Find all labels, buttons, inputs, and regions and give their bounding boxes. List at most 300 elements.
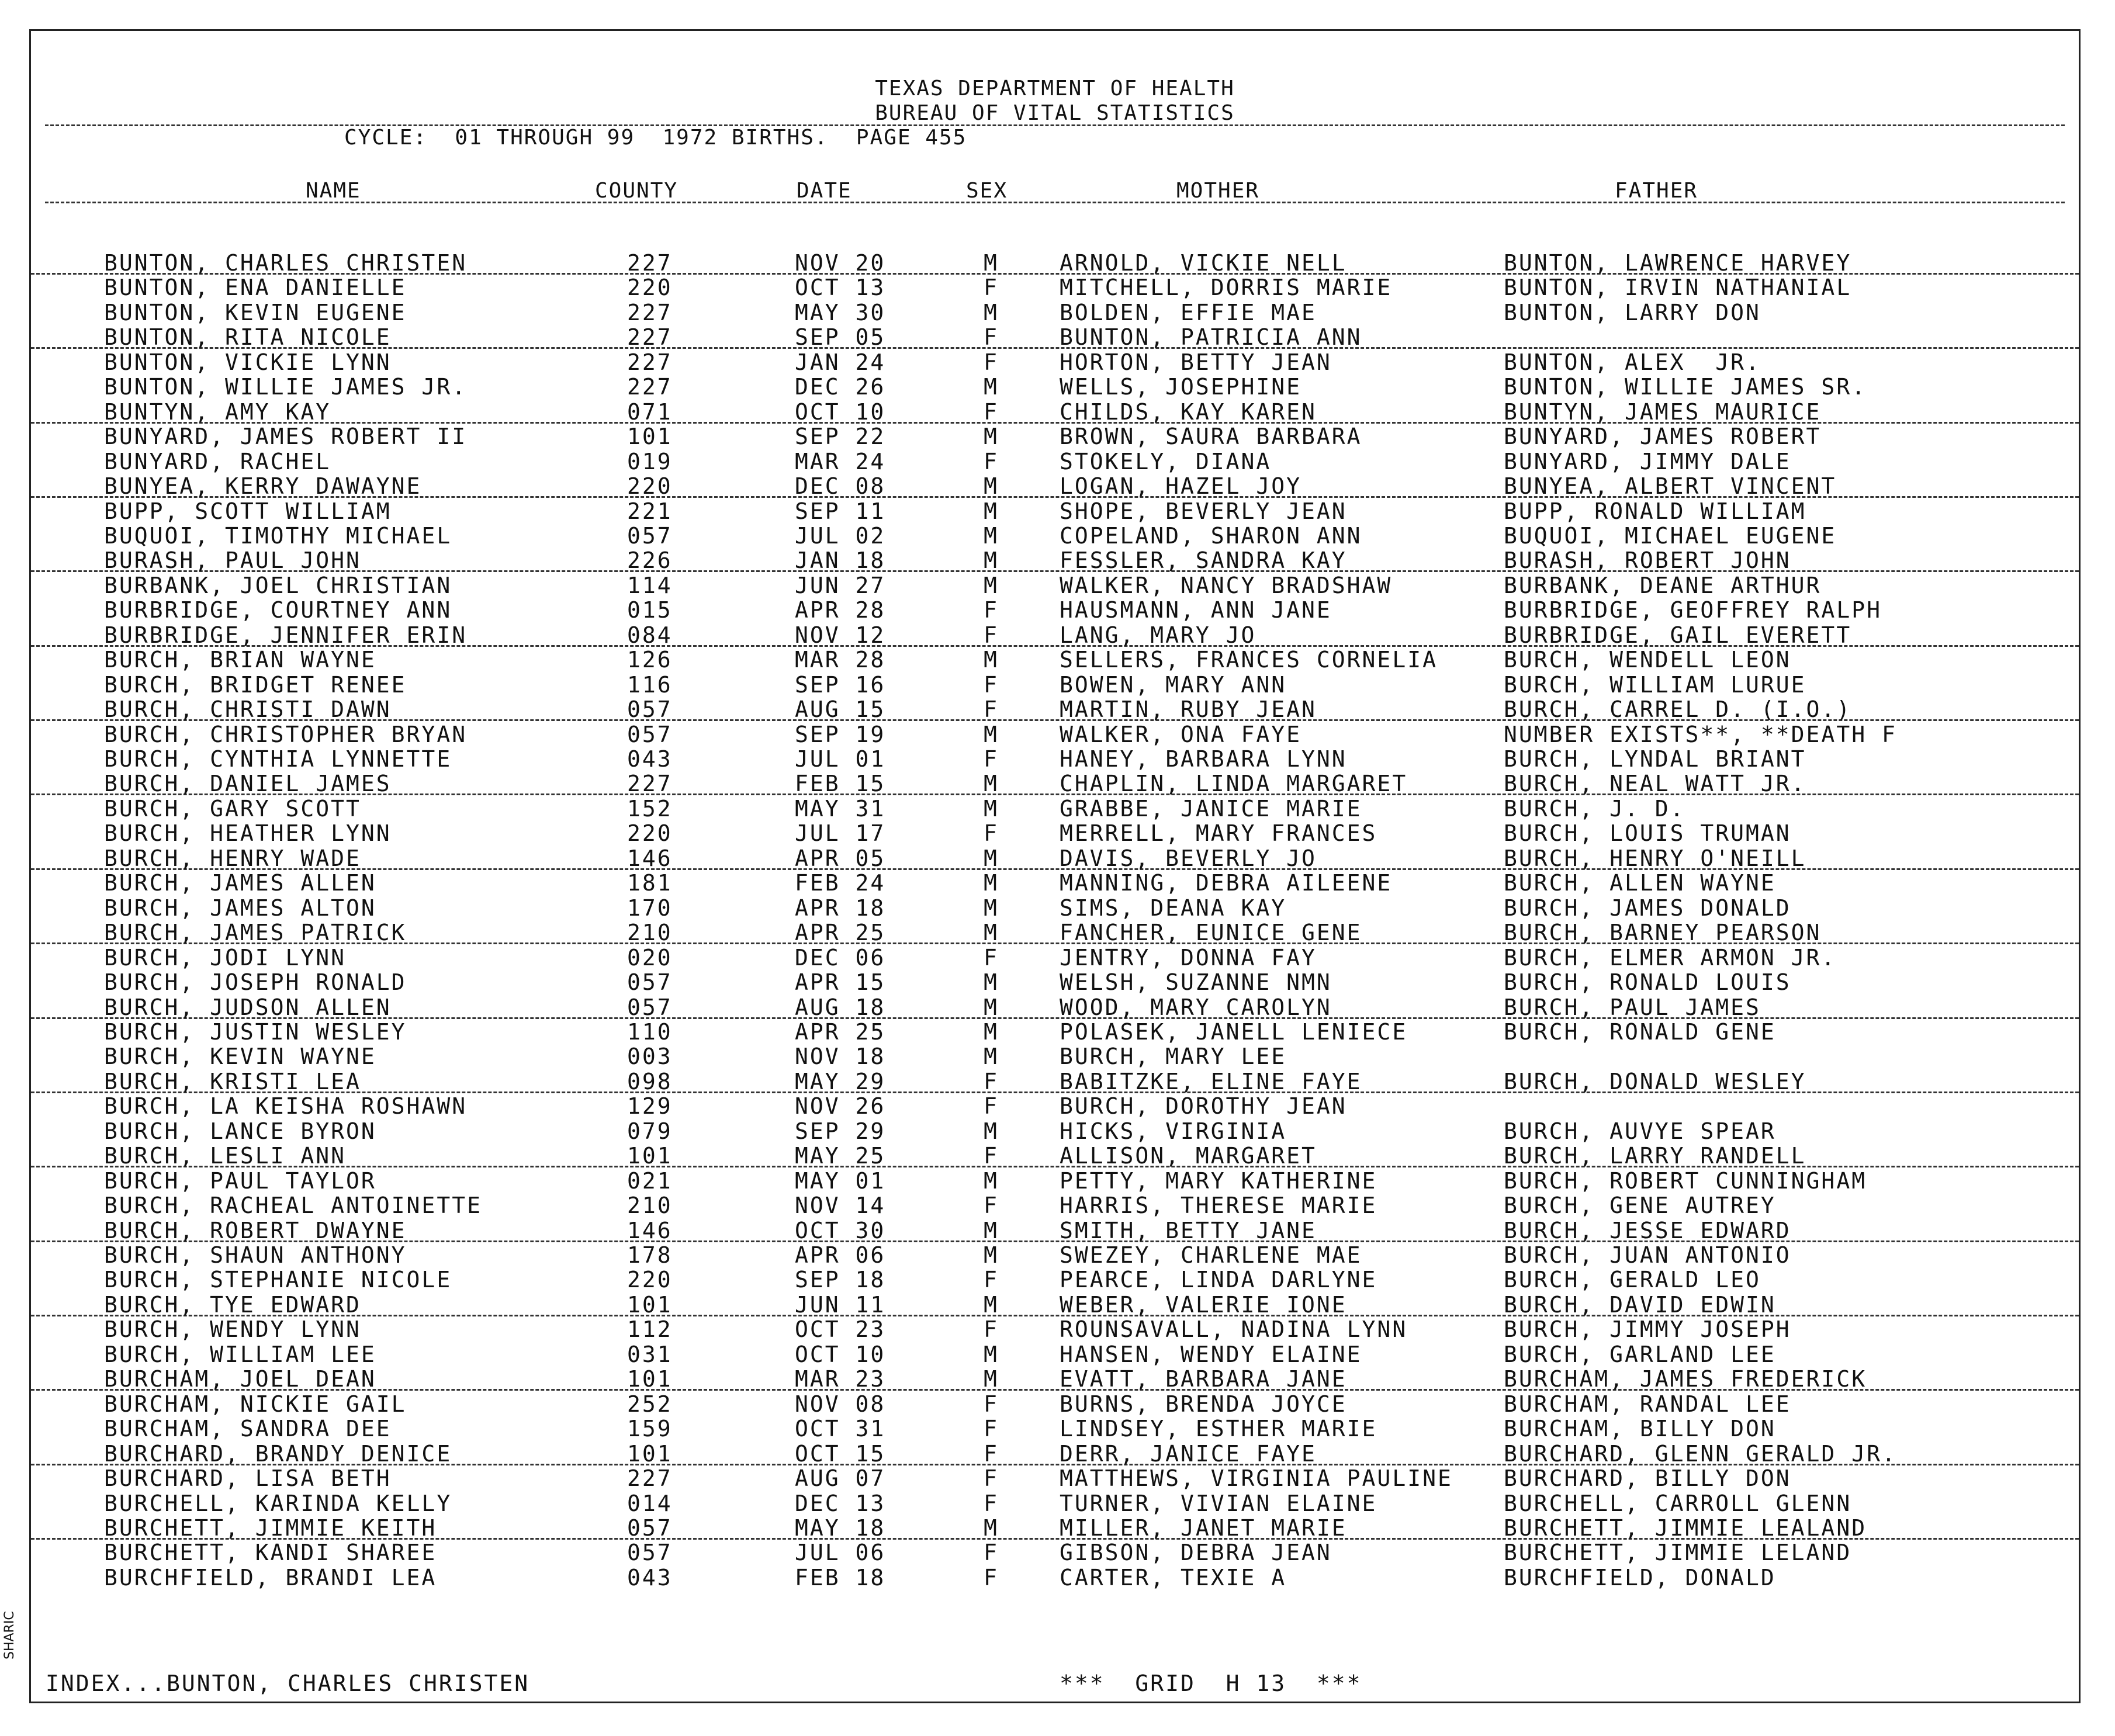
footer-index: INDEX...BUNTON, CHARLES CHRISTEN <box>46 1671 530 1696</box>
table-row <box>31 1193 2079 1217</box>
cell-name: BURCH, GARY SCOTT <box>104 795 361 822</box>
cell-county: 170 <box>627 895 673 921</box>
cell-father: BURCHARD, GLENN GERALD JR. <box>1504 1440 1897 1467</box>
cell-name: BURCHELL, KARINDA KELLY <box>104 1490 452 1516</box>
table-row <box>31 399 2079 424</box>
cell-name: BUNTON, WILLIE JAMES JR. <box>104 374 468 400</box>
cell-county: 146 <box>627 845 673 871</box>
table-row <box>31 424 2079 448</box>
cell-name: BURCH, CHRISTI DAWN <box>104 697 392 723</box>
cell-mother: BUNTON, PATRICIA ANN <box>1060 324 1362 351</box>
cell-date: OCT 13 <box>795 275 886 301</box>
cell-name: BURBANK, JOEL CHRISTIAN <box>104 572 452 598</box>
cell-name: BUQUOI, TIMOTHY MICHAEL <box>104 522 452 549</box>
table-row <box>31 647 2079 671</box>
cell-date: AUG 07 <box>795 1465 886 1492</box>
page-subtitle: BUREAU OF VITAL STATISTICS <box>875 101 1235 125</box>
table-row <box>31 1465 2079 1490</box>
cell-mother: BURCH, DOROTHY JEAN <box>1060 1093 1347 1120</box>
cell-county: 114 <box>627 572 673 598</box>
table-row <box>31 622 2079 647</box>
cell-sex: M <box>984 1341 999 1367</box>
cell-mother: SWEZEY, CHARLENE MAE <box>1060 1242 1362 1268</box>
cell-father: BURCH, LARRY RANDELL <box>1504 1143 1806 1169</box>
cell-county: 110 <box>627 1018 673 1045</box>
cell-father: BURCH, AUVYE SPEAR <box>1504 1118 1776 1144</box>
cell-date: NOV 20 <box>795 250 886 276</box>
cell-mother: STOKELY, DIANA <box>1060 448 1272 474</box>
cycle-line: CYCLE: 01 THROUGH 99 1972 BIRTHS. PAGE 455 <box>344 126 967 150</box>
cell-county: 101 <box>627 424 673 450</box>
table-row <box>31 746 2079 771</box>
footer-grid: *** GRID H 13 *** <box>1060 1671 1362 1696</box>
cell-mother: HARRIS, THERESE MARIE <box>1060 1193 1377 1219</box>
table-row <box>31 697 2079 721</box>
cell-sex: M <box>984 721 999 747</box>
cell-name: BURCH, LA KEISHA ROSHAWN <box>104 1093 468 1120</box>
cell-father: BURCH, DONALD WESLEY <box>1504 1068 1806 1094</box>
column-header-county: COUNTY <box>595 179 679 203</box>
cell-county: 079 <box>627 1118 673 1144</box>
cell-name: BURCH, ROBERT DWAYNE <box>104 1217 407 1243</box>
cell-mother: MARTIN, RUBY JEAN <box>1060 697 1317 723</box>
cell-mother: DAVIS, BEVERLY JO <box>1060 845 1317 871</box>
cell-date: NOV 08 <box>795 1391 886 1417</box>
cell-mother: WALKER, NANCY BRADSHAW <box>1060 572 1393 598</box>
cell-mother: BABITZKE, ELINE FAYE <box>1060 1068 1362 1094</box>
cell-county: 071 <box>627 399 673 425</box>
cell-name: BUNTON, VICKIE LYNN <box>104 349 392 375</box>
cell-mother: WELLS, JOSEPHINE <box>1060 374 1302 400</box>
cell-county: 003 <box>627 1044 673 1070</box>
table-row <box>31 548 2079 572</box>
cell-date: APR 06 <box>795 1242 886 1268</box>
cell-county: 227 <box>627 771 673 797</box>
cell-date: APR 25 <box>795 920 886 946</box>
cell-date: SEP 18 <box>795 1267 886 1293</box>
cell-sex: F <box>984 324 999 351</box>
cell-father: BUNYEA, ALBERT VINCENT <box>1504 473 1837 500</box>
cell-sex: F <box>984 1267 999 1293</box>
table-row <box>31 1366 2079 1391</box>
table-row <box>31 870 2079 895</box>
cell-name: BURCH, JAMES PATRICK <box>104 920 407 946</box>
cell-mother: GIBSON, DEBRA JEAN <box>1060 1540 1332 1566</box>
cell-father: BURCHELL, CARROLL GLENN <box>1504 1490 1852 1516</box>
cell-date: OCT 30 <box>795 1217 886 1243</box>
cell-mother: HAUSMANN, ANN JANE <box>1060 597 1332 623</box>
cell-father: BUPP, RONALD WILLIAM <box>1504 498 1806 524</box>
cell-father: BURCH, ELMER ARMON JR. <box>1504 944 1837 971</box>
cell-county: 227 <box>627 349 673 375</box>
cell-sex: M <box>984 299 999 325</box>
cell-mother: MATTHEWS, VIRGINIA PAULINE <box>1060 1465 1453 1492</box>
cell-father: BUNTYN, JAMES MAURICE <box>1504 399 1822 425</box>
cell-father: BUNTON, LAWRENCE HARVEY <box>1504 250 1852 276</box>
table-row <box>31 1416 2079 1440</box>
cell-sex: F <box>984 622 999 648</box>
cell-mother: ARNOLD, VICKIE NELL <box>1060 250 1347 276</box>
cell-date: OCT 23 <box>795 1316 886 1343</box>
cell-mother: FANCHER, EUNICE GENE <box>1060 920 1362 946</box>
cell-date: FEB 18 <box>795 1564 886 1591</box>
cell-name: BUNTYN, AMY KAY <box>104 399 331 425</box>
cell-sex: M <box>984 498 999 524</box>
cell-date: APR 18 <box>795 895 886 921</box>
cell-sex: M <box>984 1242 999 1268</box>
cell-date: JAN 18 <box>795 548 886 574</box>
cell-county: 020 <box>627 944 673 971</box>
cell-date: OCT 10 <box>795 1341 886 1367</box>
cell-county: 178 <box>627 1242 673 1268</box>
cell-father: BURCHETT, JIMMIE LEALAND <box>1504 1515 1867 1541</box>
cell-sex: F <box>984 399 999 425</box>
cell-name: BURCHAM, SANDRA DEE <box>104 1416 392 1442</box>
cell-date: FEB 24 <box>795 870 886 896</box>
cell-father: BURCH, BARNEY PEARSON <box>1504 920 1822 946</box>
cell-county: 220 <box>627 275 673 301</box>
cell-sex: F <box>984 697 999 723</box>
cell-date: NOV 14 <box>795 1193 886 1219</box>
cell-date: SEP 05 <box>795 324 886 351</box>
cell-name: BURCH, HEATHER LYNN <box>104 820 392 847</box>
cell-name: BURCHARD, BRANDY DENICE <box>104 1440 452 1467</box>
side-tag: SHARIC <box>2 1611 17 1659</box>
cell-date: AUG 18 <box>795 994 886 1020</box>
cell-county: 152 <box>627 795 673 822</box>
column-header-father: FATHER <box>1615 179 1698 203</box>
cell-name: BURCH, JUSTIN WESLEY <box>104 1018 407 1045</box>
cell-father: BURCHFIELD, DONALD <box>1504 1564 1776 1591</box>
cell-mother: PEARCE, LINDA DARLYNE <box>1060 1267 1377 1293</box>
cell-county: 031 <box>627 1341 673 1367</box>
cell-father: BURCH, RONALD LOUIS <box>1504 969 1791 996</box>
cell-father: BUNTON, WILLIE JAMES SR. <box>1504 374 1867 400</box>
cell-mother: MILLER, JANET MARIE <box>1060 1515 1347 1541</box>
cell-father: BURCH, JUAN ANTONIO <box>1504 1242 1791 1268</box>
cell-name: BURCH, WILLIAM LEE <box>104 1341 376 1367</box>
cell-county: 129 <box>627 1093 673 1120</box>
cell-date: NOV 26 <box>795 1093 886 1120</box>
cell-sex: F <box>984 1540 999 1566</box>
cell-date: MAR 23 <box>795 1366 886 1392</box>
cell-name: BUPP, SCOTT WILLIAM <box>104 498 392 524</box>
cell-county: 112 <box>627 1316 673 1343</box>
table-row <box>31 796 2079 820</box>
cell-county: 015 <box>627 597 673 623</box>
cell-father: BURASH, ROBERT JOHN <box>1504 548 1791 574</box>
cell-sex: F <box>984 1465 999 1492</box>
cell-name: BURCH, JOSEPH RONALD <box>104 969 407 996</box>
cell-mother: BURNS, BRENDA JOYCE <box>1060 1391 1347 1417</box>
cell-name: BURCH, DANIEL JAMES <box>104 771 392 797</box>
cell-mother: LOGAN, HAZEL JOY <box>1060 473 1302 500</box>
cell-date: APR 15 <box>795 969 886 996</box>
cell-name: BURCHETT, KANDI SHAREE <box>104 1540 437 1566</box>
cell-county: 227 <box>627 374 673 400</box>
cell-sex: F <box>984 1564 999 1591</box>
cell-mother: MITCHELL, DORRIS MARIE <box>1060 275 1393 301</box>
cell-father: BURCH, GARLAND LEE <box>1504 1341 1776 1367</box>
cell-sex: F <box>984 1391 999 1417</box>
cell-mother: HANSEN, WENDY ELAINE <box>1060 1341 1362 1367</box>
cell-name: BURBRIDGE, COURTNEY ANN <box>104 597 452 623</box>
cell-county: 181 <box>627 870 673 896</box>
cell-name: BURCHFIELD, BRANDI LEA <box>104 1564 437 1591</box>
table-row <box>31 722 2079 746</box>
cell-name: BURCHARD, LISA BETH <box>104 1465 392 1492</box>
cell-mother: CARTER, TEXIE A <box>1060 1564 1287 1591</box>
table-row <box>31 895 2079 920</box>
cell-father: BURBRIDGE, GAIL EVERETT <box>1504 622 1852 648</box>
cell-name: BURCH, CYNTHIA LYNNETTE <box>104 746 452 772</box>
cell-name: BURCHAM, NICKIE GAIL <box>104 1391 407 1417</box>
cell-date: JUL 01 <box>795 746 886 772</box>
cell-date: JAN 24 <box>795 349 886 375</box>
cell-county: 226 <box>627 548 673 574</box>
cell-father: BURBANK, DEANE ARTHUR <box>1504 572 1822 598</box>
cell-date: JUN 27 <box>795 572 886 598</box>
cell-sex: F <box>984 597 999 623</box>
cell-sex: F <box>984 1068 999 1094</box>
cell-name: BURCH, KRISTI LEA <box>104 1068 361 1094</box>
table-row <box>31 597 2079 622</box>
column-header-mother: MOTHER <box>1176 179 1260 203</box>
column-header-sex: SEX <box>966 179 1008 203</box>
cell-date: MAY 25 <box>795 1143 886 1169</box>
cell-date: APR 28 <box>795 597 886 623</box>
cell-name: BURCH, JAMES ALTON <box>104 895 376 921</box>
cell-father: BURCH, ROBERT CUNNINGHAM <box>1504 1167 1867 1194</box>
table-row <box>31 995 2079 1019</box>
cell-date: AUG 15 <box>795 697 886 723</box>
table-row <box>31 324 2079 349</box>
cell-county: 221 <box>627 498 673 524</box>
table-row <box>31 1565 2079 1589</box>
cell-county: 098 <box>627 1068 673 1094</box>
cell-date: DEC 08 <box>795 473 886 500</box>
cell-father: BURCH, DAVID EDWIN <box>1504 1291 1776 1318</box>
table-row <box>31 1491 2079 1515</box>
cell-father: BURBRIDGE, GEOFFREY RALPH <box>1504 597 1882 623</box>
table-row <box>31 523 2079 548</box>
cell-name: BURCH, SHAUN ANTHONY <box>104 1242 407 1268</box>
table-row <box>31 275 2079 299</box>
cell-date: MAY 29 <box>795 1068 886 1094</box>
cell-mother: TURNER, VIVIAN ELAINE <box>1060 1490 1377 1516</box>
cell-date: MAR 24 <box>795 448 886 474</box>
table-row <box>31 1292 2079 1316</box>
table-row <box>31 498 2079 523</box>
cell-name: BURCH, JUDSON ALLEN <box>104 994 392 1020</box>
table-row <box>31 1168 2079 1193</box>
cell-county: 227 <box>627 250 673 276</box>
cell-name: BUNYARD, JAMES ROBERT II <box>104 424 468 450</box>
cell-county: 021 <box>627 1167 673 1194</box>
table-row <box>31 1316 2079 1341</box>
cell-name: BUNYEA, KERRY DAWAYNE <box>104 473 422 500</box>
cell-mother: MERRELL, MARY FRANCES <box>1060 820 1377 847</box>
cell-father: BURCH, LYNDAL BRIANT <box>1504 746 1806 772</box>
cell-name: BUNTON, RITA NICOLE <box>104 324 392 351</box>
cell-county: 126 <box>627 647 673 673</box>
cell-mother: HANEY, BARBARA LYNN <box>1060 746 1347 772</box>
cell-name: BURCH, HENRY WADE <box>104 845 361 871</box>
cell-sex: M <box>984 1118 999 1144</box>
cell-name: BURCH, LANCE BYRON <box>104 1118 376 1144</box>
page-title: TEXAS DEPARTMENT OF HEALTH <box>875 77 1235 101</box>
cell-mother: HORTON, BETTY JEAN <box>1060 349 1332 375</box>
cell-mother: PETTY, MARY KATHERINE <box>1060 1167 1377 1194</box>
cell-sex: M <box>984 1044 999 1070</box>
cell-date: MAR 28 <box>795 647 886 673</box>
cell-county: 057 <box>627 522 673 549</box>
cell-name: BUNTON, CHARLES CHRISTEN <box>104 250 468 276</box>
cell-sex: M <box>984 473 999 500</box>
cell-mother: JENTRY, DONNA FAY <box>1060 944 1317 971</box>
cell-father: BUQUOI, MICHAEL EUGENE <box>1504 522 1837 549</box>
cell-father: BUNTON, LARRY DON <box>1504 299 1761 325</box>
cell-county: 057 <box>627 697 673 723</box>
cell-county: 057 <box>627 721 673 747</box>
cell-county: 043 <box>627 1564 673 1591</box>
cell-name: BUNTON, ENA DANIELLE <box>104 275 407 301</box>
cell-sex: F <box>984 1440 999 1467</box>
cell-county: 014 <box>627 1490 673 1516</box>
cell-father: BUNYARD, JAMES ROBERT <box>1504 424 1822 450</box>
cell-name: BURCH, CHRISTOPHER BRYAN <box>104 721 468 747</box>
cell-date: JUN 11 <box>795 1291 886 1318</box>
cell-sex: F <box>984 448 999 474</box>
cell-sex: M <box>984 1217 999 1243</box>
cell-county: 043 <box>627 746 673 772</box>
cell-name: BUNYARD, RACHEL <box>104 448 331 474</box>
cell-sex: M <box>984 795 999 822</box>
cell-name: BURBRIDGE, JENNIFER ERIN <box>104 622 468 648</box>
cell-mother: FESSLER, SANDRA KAY <box>1060 548 1347 574</box>
cell-name: BURCH, STEPHANIE NICOLE <box>104 1267 452 1293</box>
cell-sex: F <box>984 1490 999 1516</box>
cell-mother: BROWN, SAURA BARBARA <box>1060 424 1362 450</box>
cell-sex: F <box>984 1143 999 1169</box>
table-row <box>31 920 2079 944</box>
cell-sex: M <box>984 1366 999 1392</box>
cell-father: BUNYARD, JIMMY DALE <box>1504 448 1791 474</box>
table-row <box>31 300 2079 324</box>
cell-sex: M <box>984 250 999 276</box>
cell-sex: M <box>984 572 999 598</box>
table-row <box>31 573 2079 597</box>
cell-father: BUNTON, ALEX JR. <box>1504 349 1761 375</box>
cell-county: 227 <box>627 324 673 351</box>
cell-county: 057 <box>627 1540 673 1566</box>
cell-sex: M <box>984 424 999 450</box>
cell-mother: ALLISON, MARGARET <box>1060 1143 1317 1169</box>
cell-father: BURCH, JIMMY JOSEPH <box>1504 1316 1791 1343</box>
cell-county: 101 <box>627 1291 673 1318</box>
cell-county: 210 <box>627 920 673 946</box>
table-row <box>31 1019 2079 1044</box>
header-divider <box>45 202 2065 203</box>
cell-county: 057 <box>627 969 673 996</box>
cell-father: BURCH, NEAL WATT JR. <box>1504 771 1806 797</box>
table-row <box>31 820 2079 845</box>
cell-county: 116 <box>627 671 673 698</box>
cell-date: MAY 30 <box>795 299 886 325</box>
cell-father: BURCH, LOUIS TRUMAN <box>1504 820 1791 847</box>
cell-father: NUMBER EXISTS**, **DEATH F <box>1504 721 1897 747</box>
cell-mother: BOLDEN, EFFIE MAE <box>1060 299 1317 325</box>
cell-mother: EVATT, BARBARA JANE <box>1060 1366 1347 1392</box>
cell-name: BURCH, BRIAN WAYNE <box>104 647 376 673</box>
cell-county: 220 <box>627 1267 673 1293</box>
cell-sex: M <box>984 1018 999 1045</box>
cell-county: 159 <box>627 1416 673 1442</box>
cell-father: BURCH, GENE AUTREY <box>1504 1193 1776 1219</box>
cell-sex: F <box>984 1416 999 1442</box>
cell-sex: M <box>984 1291 999 1318</box>
cell-name: BURCHETT, JIMMIE KEITH <box>104 1515 437 1541</box>
cell-sex: F <box>984 671 999 698</box>
cell-sex: F <box>984 1316 999 1343</box>
table-row <box>31 1267 2079 1291</box>
cell-sex: F <box>984 944 999 971</box>
cell-mother: CHILDS, KAY KAREN <box>1060 399 1317 425</box>
cell-name: BURCH, WENDY LYNN <box>104 1316 361 1343</box>
cell-date: SEP 22 <box>795 424 886 450</box>
cell-date: NOV 18 <box>795 1044 886 1070</box>
cell-date: JUL 02 <box>795 522 886 549</box>
cell-mother: MANNING, DEBRA AILEENE <box>1060 870 1393 896</box>
cell-mother: BURCH, MARY LEE <box>1060 1044 1287 1070</box>
table-row <box>31 449 2079 473</box>
cell-father: BURCH, ALLEN WAYNE <box>1504 870 1776 896</box>
table-row <box>31 1218 2079 1242</box>
cell-mother: WOOD, MARY CAROLYN <box>1060 994 1332 1020</box>
table-row <box>31 1441 2079 1465</box>
column-header-name: NAME <box>306 179 361 203</box>
cell-sex: M <box>984 969 999 996</box>
cell-county: 057 <box>627 1515 673 1541</box>
cell-mother: LANG, MARY JO <box>1060 622 1256 648</box>
cell-name: BURCH, BRIDGET RENEE <box>104 671 407 698</box>
table-row <box>31 349 2079 374</box>
cell-father: BURCH, WENDELL LEON <box>1504 647 1791 673</box>
cell-sex: M <box>984 994 999 1020</box>
cell-father: BURCH, JAMES DONALD <box>1504 895 1791 921</box>
cell-county: 101 <box>627 1143 673 1169</box>
cell-county: 084 <box>627 622 673 648</box>
cell-mother: SELLERS, FRANCES CORNELIA <box>1060 647 1438 673</box>
cell-mother: SMITH, BETTY JANE <box>1060 1217 1317 1243</box>
cell-mother: GRABBE, JANICE MARIE <box>1060 795 1362 822</box>
cell-sex: M <box>984 895 999 921</box>
cell-sex: F <box>984 820 999 847</box>
table-row <box>31 250 2079 275</box>
cell-county: 019 <box>627 448 673 474</box>
cell-father: BUNTON, IRVIN NATHANIAL <box>1504 275 1852 301</box>
cell-county: 210 <box>627 1193 673 1219</box>
cell-date: SEP 11 <box>795 498 886 524</box>
cell-county: 146 <box>627 1217 673 1243</box>
cell-name: BURCH, PAUL TAYLOR <box>104 1167 376 1194</box>
cell-sex: M <box>984 522 999 549</box>
cell-sex: M <box>984 548 999 574</box>
cell-mother: COPELAND, SHARON ANN <box>1060 522 1362 549</box>
cell-father: BURCHETT, JIMMIE LELAND <box>1504 1540 1852 1566</box>
cell-name: BURCH, RACHEAL ANTOINETTE <box>104 1193 482 1219</box>
cell-mother: DERR, JANICE FAYE <box>1060 1440 1317 1467</box>
